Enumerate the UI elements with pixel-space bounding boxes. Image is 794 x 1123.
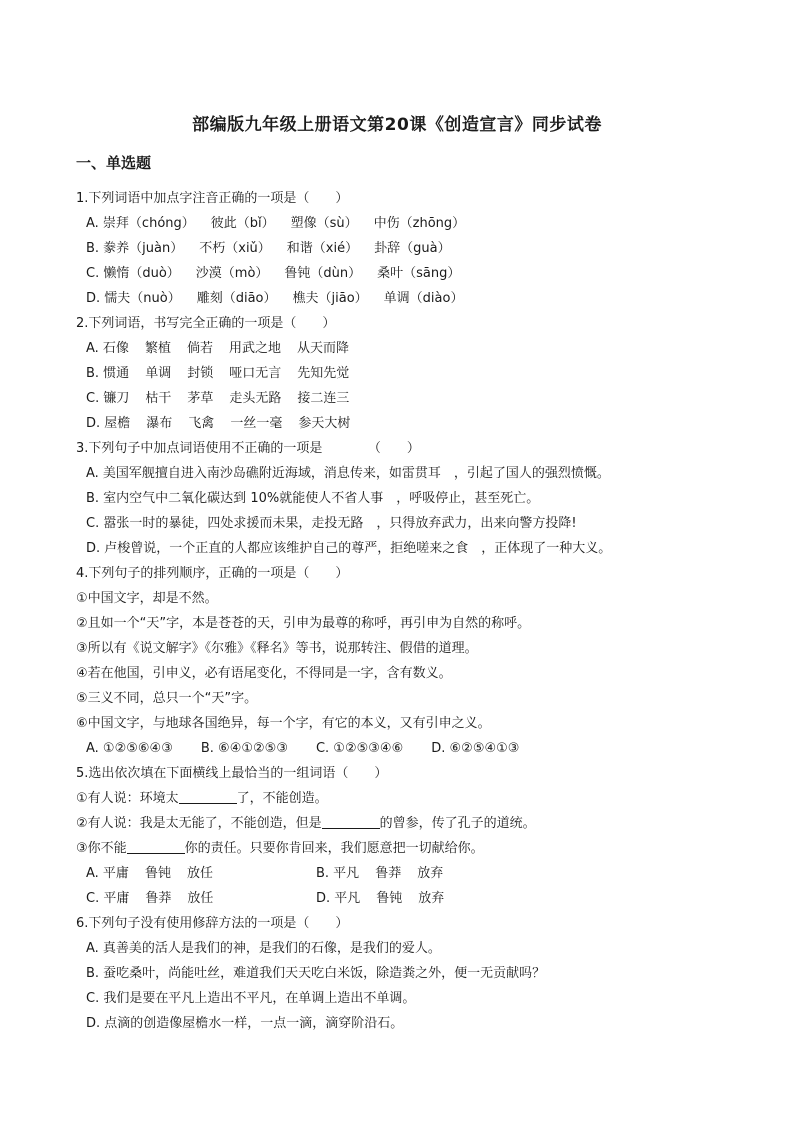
section-heading: 一、单选题: [76, 154, 152, 172]
question-5-option-a: A. 平庸 鲁钝 放任: [86, 866, 213, 881]
question-4-option-a: A. ①②⑤⑥④③: [86, 741, 173, 756]
fill-blank: [127, 839, 185, 854]
question-6-stem: 6.下列句子没有使用修辞方法的一项是（ ）: [76, 916, 349, 931]
question-2-option-b: B. 惯通 单调 封锁 哑口无言 先知先觉: [86, 366, 350, 381]
question-6-option-b: B. 蚕吃桑叶，尚能吐丝，难道我们天天吃白米饭，除造粪之外，便一无贡献吗？: [86, 966, 546, 981]
question-2-stem: 2.下列词语，书写完全正确的一项是（ ）: [76, 316, 336, 331]
question-4-option-b: B. ⑥④①②⑤③: [200, 741, 288, 756]
question-5-options-ab: [76, 861, 726, 886]
question-5-option-c: C. 平庸 鲁莽 放任: [86, 891, 214, 906]
question-3-option-c: C. 嚣张一时的暴徒，四处求援而未果，走投无路 ，只得放弃武力，出来向警方投降!: [86, 516, 577, 531]
question-4-sentence-6: ⑥中国文字，与地球各国绝异，每一个字，有它的本义，又有引申之义。: [76, 716, 491, 731]
question-4-sentence-4: ④若在他国，引申义，必有语尾变化，不得同是一字，含有数义。: [76, 666, 452, 681]
question-5-sentence-3: ③你不能 你的责任。只要你肯回来，我们愿意把一切献给你。: [76, 841, 484, 856]
question-2-option-a: A. 石像 繁植 倘若 用武之地 从天而降: [86, 341, 349, 356]
question-1-option-d: D. 懦夫（nuò） 雕刻（diāo） 樵夫（jiāo） 单调（diào）: [86, 291, 464, 306]
question-4-sentence-1: ①中国文字，却是不然。: [76, 591, 218, 606]
question-3-stem: 3.下列句子中加点词语使用不正确的一项是 （ ）: [76, 441, 420, 456]
question-list: [76, 186, 726, 1036]
question-1-option-a: A. 崇拜（chóng） 彼此（bǐ） 塑像（sù） 中伤（zhōng）: [86, 216, 466, 231]
question-2-option-d: D. 屋檐 瀑布 飞禽 一丝一毫 参天大树: [86, 416, 351, 431]
question-6-option-c: C. 我们是要在平凡上造出不平凡，在单调上造出不单调。: [86, 991, 416, 1006]
fill-blank: [179, 789, 237, 804]
question-1-option-b: B. 豢养（juàn） 不朽（xiǔ） 和谐（xié） 卦辞（guà）: [86, 241, 451, 256]
question-4-sentence-5: ⑤三义不同，总只一个“天”字。: [76, 691, 258, 706]
question-5-option-b: B. 平凡 鲁莽 放弃: [316, 866, 444, 881]
question-2-option-c: C. 镰刀 枯干 茅草 走头无路 接二连三: [86, 391, 350, 406]
question-5-option-d: D. 平凡 鲁钝 放弃: [316, 891, 445, 906]
question-4-stem: 4.下列句子的排列顺序，正确的一项是（ ）: [76, 566, 349, 581]
question-4-option-d: D. ⑥②⑤④①③: [431, 741, 520, 756]
question-4-options: [76, 736, 726, 761]
question-6-option-a: A. 真善美的活人是我们的神，是我们的石像，是我们的爱人。: [86, 941, 441, 956]
question-4-option-c: C. ①②⑤③④⑥: [315, 741, 404, 756]
question-5-sentence-1: ①有人说：环境太 了，不能创造。: [76, 791, 328, 806]
question-4-sentence-2: ②且如一个“天”字，本是苍苍的天，引申为最尊的称呼，再引申为自然的称呼。: [76, 616, 531, 631]
question-5-options-cd: [76, 886, 726, 911]
question-3-option-a: A. 美国军舰擅自进入南沙岛礁附近海域，消息传来，如雷贯耳 ，引起了国人的强烈愤慨。: [86, 466, 610, 481]
question-3-option-d: D. 卢梭曾说，一个正直的人都应该维护自己的尊严，拒绝嗟来之食 ，正体现了一种大义。: [86, 541, 612, 556]
question-1-stem: 1.下列词语中加点字注音正确的一项是（ ）: [76, 191, 349, 206]
question-1-option-c: C. 懒惰（duò） 沙漠（mò） 鲁钝（dùn） 桑叶（sāng）: [86, 266, 461, 281]
question-6-option-d: D. 点滴的创造像屋檐水一样，一点一滴，滴穿阶沿石。: [86, 1016, 404, 1031]
fill-blank: [322, 814, 380, 829]
question-5-sentence-2: ②有人说：我是太无能了，不能创造，但是 的曾参，传了孔子的道统。: [76, 816, 536, 831]
question-3-option-b: B. 室内空气中二氧化碳达到 10%就能使人不省人事 ，呼吸停止，甚至死亡。: [86, 491, 540, 506]
question-5-stem: 5.选出依次填在下面横线上最恰当的一组词语（ ）: [76, 766, 388, 781]
document-title: 部编版九年级上册语文第20课《创造宣言》同步试卷: [192, 115, 602, 135]
question-4-sentence-3: ③所以有《说文解字》《尔雅》《释名》等书，说那转注、假借的道理。: [76, 641, 478, 656]
